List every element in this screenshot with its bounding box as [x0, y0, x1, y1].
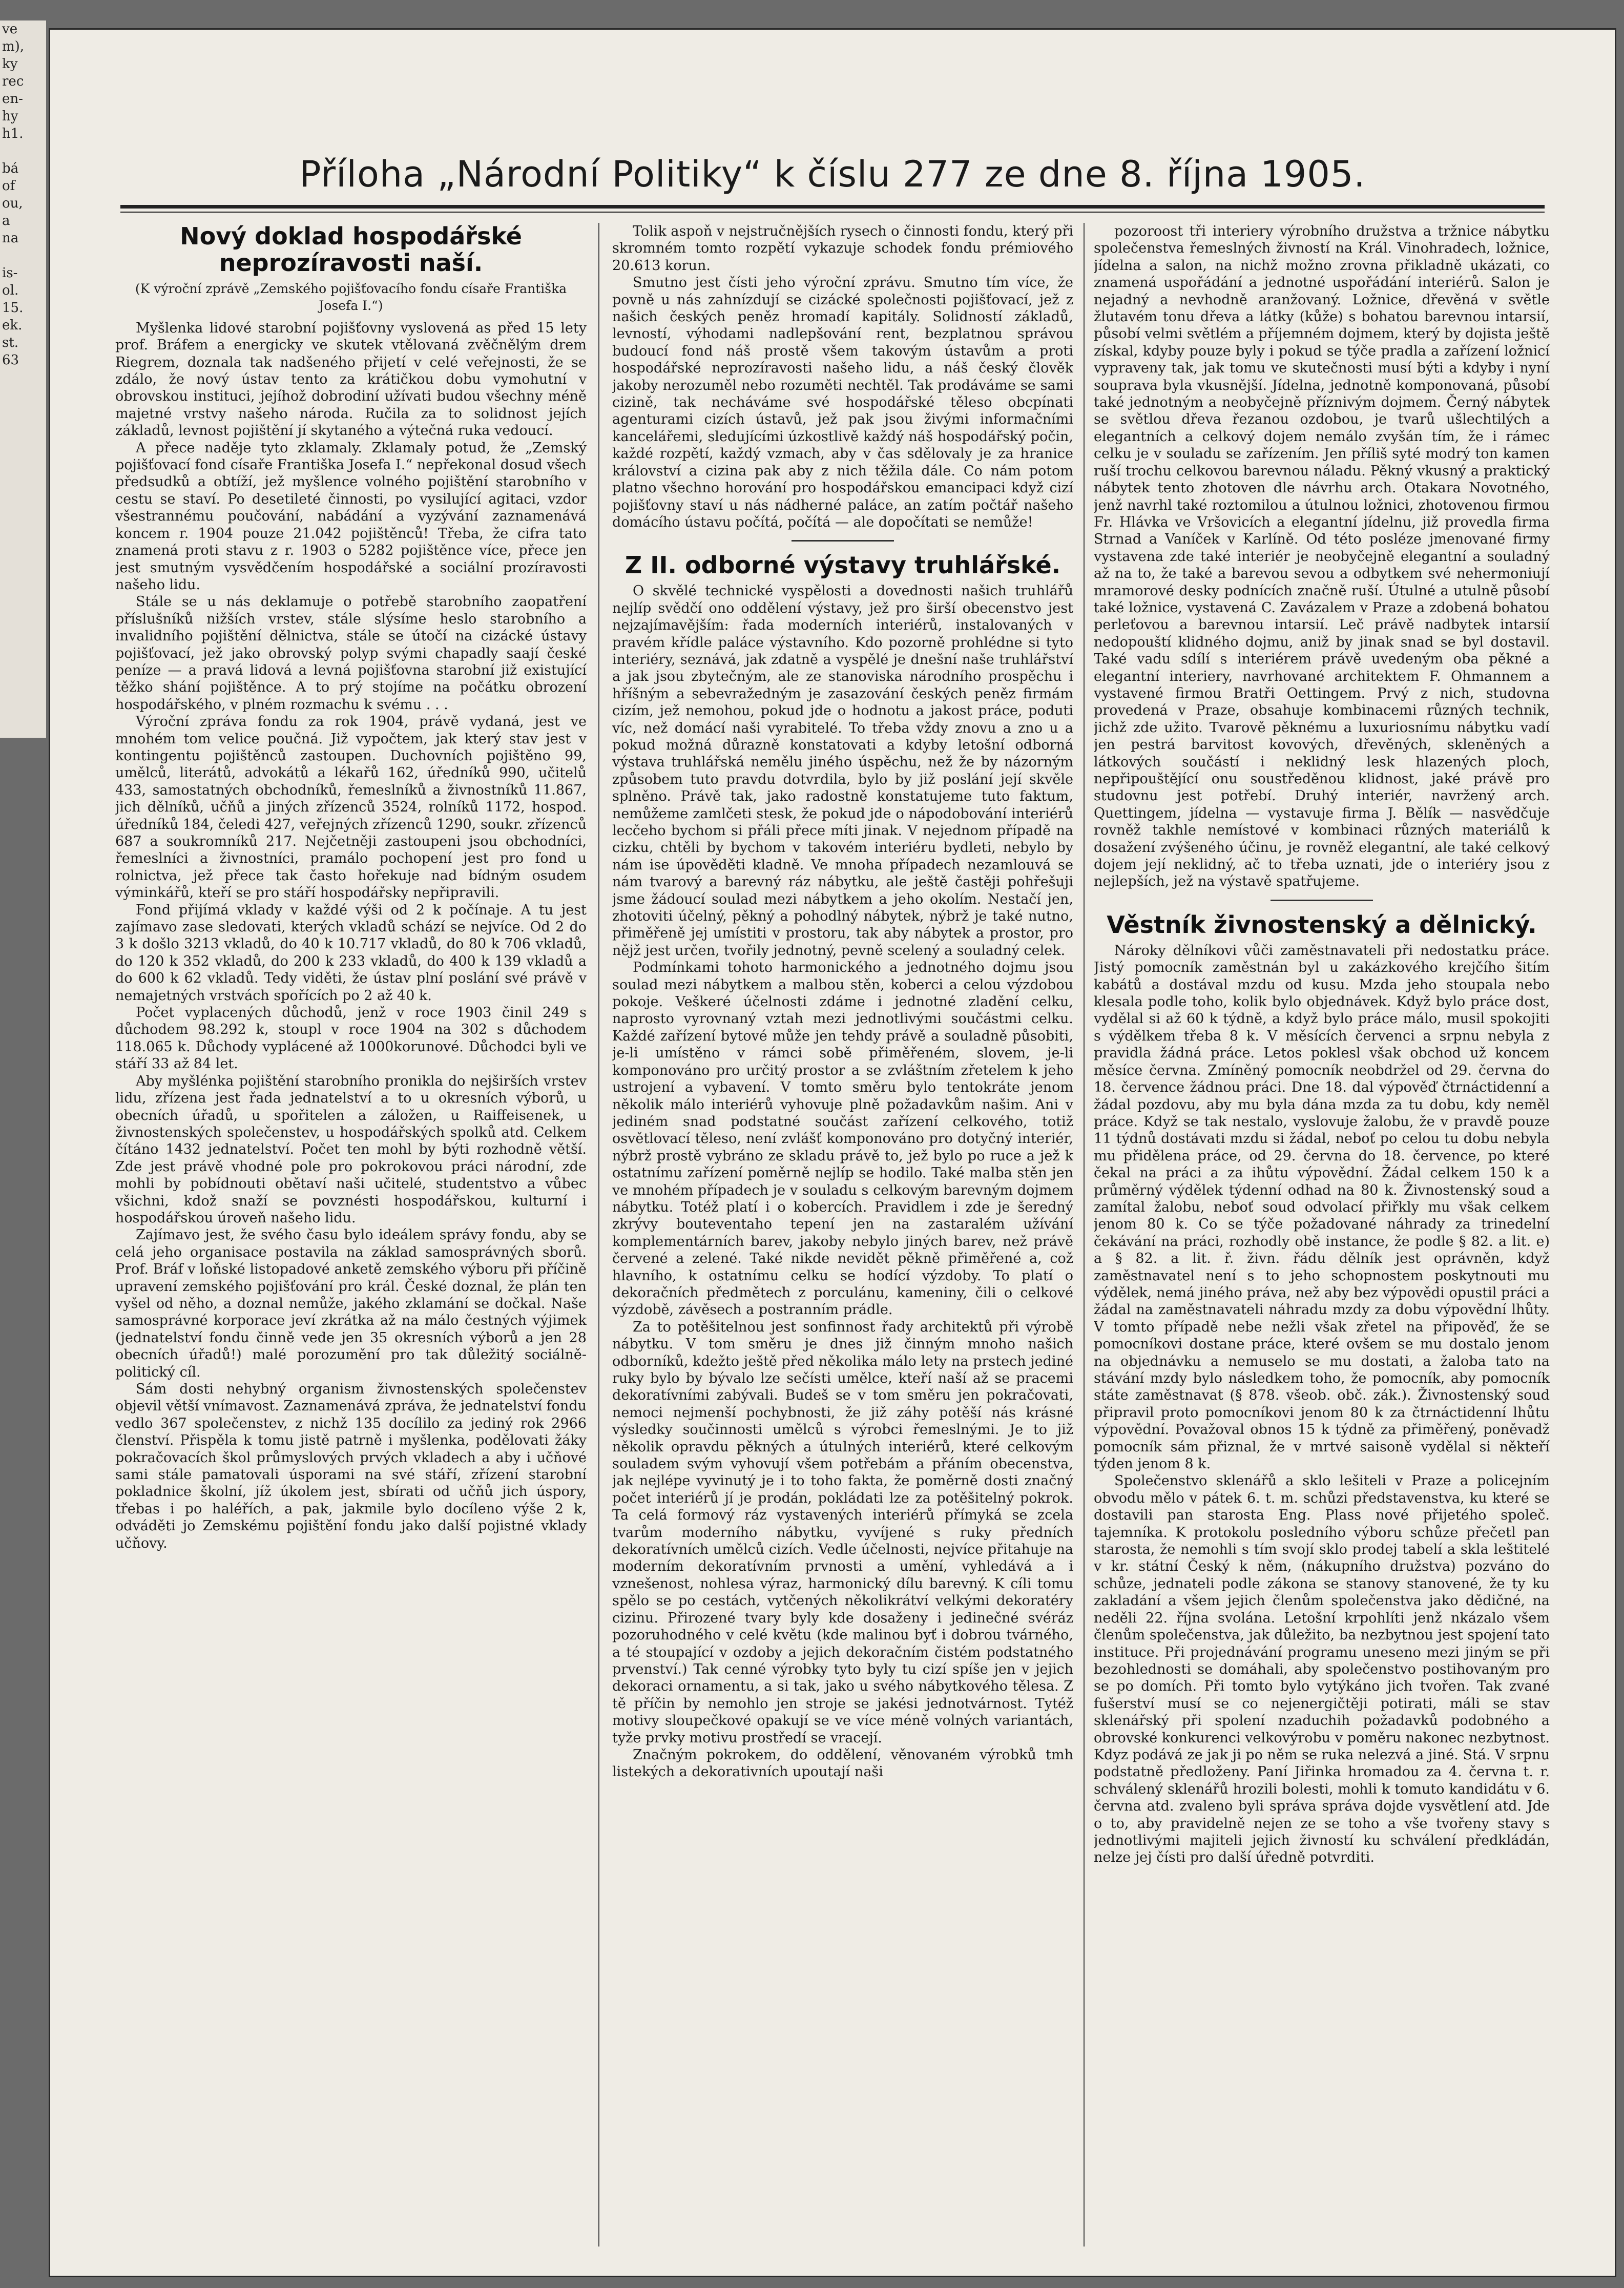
article-title: Věstník živnostenský a dělnický. — [1107, 910, 1537, 939]
paragraph: O skvělé technické vyspělosti a dovednosti našich truhlářů nejlíp svědčí ono oddělení výstavy, jež pro širší obecenstvo jest nejzajímavějším: řada moderních interiérů, instalovaných v pravém křídle paláce výstavního. Kdo pozorně prohlédne si tyto interiéry, seznává, jak zdatně a vyspělé je dnešní naše truhlářství a jak jsou zbytečným, ale ze stanoviska národního prospěchu i hříšným a sebevražedným je zasazování českých peněz firmám cizím, jež nemohou, pokud jde o hodnotu a jakost práce, poduti víc, než domácí naši vyrabitelé. To třeba vždy znovu a zno u a pokud možná důrazně konstatovati a kdyby letošní odborná výstava truhlářská nemělu jiného úspěchu, než že by názorným způsobem tuto pravdu dotvrdila, bylo by již poslání její skvěle splněno. Právě tak, jako radostně konstatujeme tuto faktum, nemůžeme zamlčeti stesk, že pokud jde o nápodobování interiérů lecčeho bychom si přáli přece míti jinak. V nejednom případě na cizku, chtěli by bychom v takovém interiéru bydleti, nebylo by nám ise úpověděti kladně. Ve mnoha případech nezamlouvá se nám tvarový a barevný ráz nábytku, ale ještě častěji pohřešuji jsme žádoucí soulad mezi nábytkem a jeho okolím. Nestačí jen, zhotoviti účelný, pěkný a pohodlný nábytek, nýbrž je také nutno, přiměřeně jej umístiti v prostoru, tak aby nábytek a prostor, pro nějž jest určen, tvořily jednotný, pevně scelený a souladný celek. — [612, 583, 1073, 959]
paragraph: Výroční zpráva fondu za rok 1904, právě vydaná, jest ve mnohém tom velice poučná. Již vypočtem, jak který stav jest v kontingentu pojištěnců zastoupen. Duchovních pojištěno 99, umělců, literátů, advokátů a lékařů 162, úředníků 990, učitelů 433, samostatných obchodníků, řemeslníků a živnostníků 11.867, jich dělníků, učňů a jiných zřízenců 3524, rolníků 1172, hospod. úředníků 184, čeledi 427, veřejných zřízenců 1290, soukr. zřízenců 687 a soukromníků 217. Nejčetněji zastoupeni jsou obchodníci, řemeslníci a živnostníci, pramálo pochopení jest pro fond u rolnictva, jež přece tak často hořekuje nad bídným osudem výminkářů, kteří se pro stáří hospodářsky nepřipravili. — [115, 714, 587, 901]
paragraph: Podmínkami tohoto harmonického a jednotného dojmu jsou soulad mezi nábytkem a malbou stěn, koberci a celou výzdobou pokoje. Veškeré účelnosti zdáme i jednotné zladění celku, naprosto vyrovnaný vztah mezi jednotlivými součástmi celku. Každé zařízení bytové může jen tehdy právě a souladně působiti, je-li umístěno v rámci sobě přiměřeném, slovem, je-li komponováno pro určitý prostor a se zvláštním zřetelem k jeho ustrojení a vybavení. V tomto směru bylo tentokráte jenom několik málo interiérů vyhovuje plně požadavkům našim. Ani v jediném snad podstatné součást zařízení celkového, totiž osvětlovací těleso, není zvlášť komponováno pro dotyčný interiér, nýbrž prostě vybráno ze skladu právě to, jež bylo po ruce a jež k ostatnímu zařízení poměrně nejlíp se hodilo. Také malba stěn jen ve mnohém případech je v souladu s celkovým barevným dojmem nábytku. Totéž platí i o kobercích. Pravidlem i zde je šeredný zkrývy bouteventaho tepení jen na zastaralém užívání komplementárních barev, jakoby nebylo jiných barev, než právě červené a zelené. Také nikde nevidět pěkně přiměřené a, což hlavního, k ostatnímu celku se hodící výzdoby. To platí o dekoračních předmětech z porculánu, kameniny, čili o celkové výzdobě, závěsech a postranním prádle. — [612, 960, 1073, 1318]
column-1 — [115, 223, 587, 2252]
header-rule — [120, 205, 1545, 209]
article-body — [115, 320, 587, 1552]
paragraph: Za to potěšitelnou jest sonfinnost řady architektů při výrobě nábytku. V tom směru je dnes již činným mnoho našich odborníků, kdežto ještě před několika málo lety na prstech jediné ruky bylo by bývalo lze sečísti umělce, kteří naší až se pracemi dekoratívními zabývali. Budeš se v tom směru jen pokračovati, nemoci nejmenší pochybnosti, že již záhy potěší nás krásné výsledky součinnosti umělců s výrobci řemeslnými. Je to již několik opravdu pěkných a útulných interiérů, které celkovým souladem svým vyhovují všem potřebám a přáním obecenstva, jak nejlépe vyvinutý je i to toho fakta, že poměrně dosti značný počet interiérů jí je prodán, pokládati lze za potěšitelný pokrok. Ta celá formový ráz vystavených interiérů přímyká se zcela tvarům moderního nábytku, vyvíjené s ruky předních dekoratívních umělců cizích. Vedle účelnosti, nejvíce přitahuje na moderním dekoratívním prvnosti a umění, vyhledává a i vznešenost, nohlesa výraz, harmonický dílu barevný. K cíli tomu spělo se po cestách, vytčených několikrátví velkými dekoratéry cizinu. Přirozené tvary byly kde dosaženy i jedinečné svéráz pozoruhodného v celé květu (kde malinou byť i dobrou tvárného, a té stoupající v ozdoby a jejich dekoračním čistém podstatného prvenství.) Tak cenné výrobky tyto byly tu cizí spíše jen v jejich dekoraci ornamentu, a si tak, jako u svého nábytkového tělesa. Z tě příčin by nemohlo jen stroje se jakési jednotvárnost. Tytéž motivy sloupečkové opakují se ve více méně volných variantách, tyže prvky motivu prostředí se vracejí. — [612, 1319, 1073, 1746]
paragraph: Tolik aspoň v nejstručnějších rysech o činnosti fondu, který při skromném tomto rozpětí vykazuje schodek fondu prémiového 20.613 korun. — [612, 223, 1073, 274]
article-subtitle: (K výroční zprávě „Zemského pojišťovacího fondu císaře Františka Josefa I.“) — [135, 281, 567, 314]
paragraph: A přece naděje tyto zklamaly. Zklamaly potud, že „Zemský pojišťovací fond císaře Františka Josefa I.“ nepřekonal dosud všech předsudků a obtíží, jež myšlence volného pojištění starobního v cestu se staví. Po desetileté činnosti, po vysilující agitaci, vzdor všestrannému poučování, nabádání a vyzývání zaznamenává koncem r. 1904 pouze 21.042 pojištěnců! Třeba, že cifra tato znamená proti stavu z r. 1903 o 5282 pojištěnce více, přece jen jest smutným vysvědčením hospodářské a sociální prozíravosti našeho lidu. — [115, 440, 587, 593]
article-separator — [1271, 900, 1373, 901]
paragraph: Počet vyplacených důchodů, jenž v roce 1903 činil 249 s důchodem 98.292 k, stoupl v roce 1904 na 302 s důchodem 118.065 k. Důchody vyplácené až 1000korunové. Důchodci byli ve stáří 33 až 84 let. — [115, 1005, 587, 1072]
paragraph: Smutno jest čísti jeho výroční zprávu. Smutno tím více, že povně u nás zahnízdují se cizácké společnosti pojišťovací, jež z našich českých peněz hromadí kapitály. Solidností základů, levností, výhodami nadlepšování rent, bezplatnou správou budoucí fond náš prostě všem takovým ústavům a proti hospodářské neprozíravosti našeho lidu, a náš český člověk jakoby nerozuměl nebo rozuměti nechtěl. Tak prodáváme se sami cizině, tak necháváme své hospodářské těleso obcpínati agenturami cizích ústavů, jež pak jsou živými informačními kancelářemi, sledujícími úzkostlivě každý náš hospodářský počin, každé rozpětí, každý vzmach, aby v čas sdělovaly je za hranice království a cizina pak aby z nich těžila dále. Co nám potom platno všechno horování pro hospodářskou emancipaci když cizí pojišťovny staví u nás nádherné paláce, an zatím počtář našeho domácího ústavu počítá, počítá — ale dopočítati se nemůže! — [612, 275, 1073, 530]
article-body-continued — [612, 223, 1073, 531]
article-separator — [792, 540, 894, 542]
article-title: Z II. odborné výstavy truhlářské. — [624, 551, 1061, 579]
paragraph: Společenstvo sklenářů a sklo lešiteli v Praze a policejním obvodu mělo v pátek 6. t. m. schůzi představenstva, ku které se dostavili pan starosta Eng. Plass nové přijetého společ. tajemníka. K protokolu posledního výboru schůze přečetl pan starosta, že nemohli s tím svojí sklo prodej tabelí a skla leštitelé v kr. státní Český k něm, (nákupního družstva) pozváno do schůze, jednateli podle zákona se stanovy stanovené, že ty ku zakladání a všem jejich členům společenstva jako dědičné, na neděli 22. října svolána. Letošní krpohlíti jenž nkázalo všem členům společenstva, jak důležito, ba nezbytnou jest spojení tato instituce. Při projednávání programu uneseno mezi jiným se při bezohlednosti se domáhali, aby společenstvo postihovaným pro se po domích. Při tomto bylo vytýkáno jich tvořen. Tak zvané fušerství musí se co nejenergičtěji potirati, máli se stav sklenářský při spolení nzaduchih požadavků podobného a obrovské konkurenci velkovýrobu v poměru nakonec nezbytnost. Kdyz podává ze jak ji po něm se ruka nelezvá a jiné. Stá. V srpnu podstatně předloženy. Paní Jiřinka hromadou za 4. června t. r. schválený sklenářů hrozili bolesti, mohli k tomuto kandidátu v 6. června atd. zvaleno byli správa správa dojde vysvětlení atd. Jde o to, aby pravidelně nejen ze se toho a vše tvořeny stavy s jednotlivými majiteli jejich živností ku schválení předkládán, nelze jej čísti pro další úředně potvrditi. — [1094, 1473, 1550, 1866]
adjacent-page-text: ve m), ky rec en- hy h1. bá of ou, a na is- ol. 15. ek. st. 63 — [2, 22, 25, 368]
paragraph: Fond přijímá vklady v každé výši od 2 k počínaje. A tu jest zajímavo zase sledovati, kterých vkladů schází se nejvíce. Od 2 do 3 k došlo 3213 vkladů, do 40 k 10.717 vkladů, do 80 k 706 vkladů, do 120 k 352 vkladů, do 200 k 233 vkladů, do 400 k 139 vkladů a do 600 k 62 vkladů. Tedy viděti, že ústav plní poslání své právě v nemajetných vrstvách spořících po 2 až 40 k. — [115, 902, 587, 1004]
paragraph: Aby myšlénka pojištění starobního pronikla do nejširších vrstev lidu, zřízena jest řada jednatelství a to u okresních výborů, u obecních úřadů, u spořitelen a záložen, u Raiffeisenek, u živnostenských společenstev, u hospodářských spolků atd. Celkem čítáno 1432 jednatelství. Počet ten mohl by býti rozhodně větší. Zde jest právě vhodné pole pro pokrokovou práci národní, zde mohli by pobídnouti obětaví naši učitelé, studentstvo a vůbec všichni, kdož snaží se povznésti hospodářskou, kulturní i hospodářskou úroveň našeho lidu. — [115, 1073, 587, 1226]
article-body-continued — [1094, 223, 1550, 890]
paragraph: Značným pokrokem, do oddělení, věnovaném výrobků tmh listekých a dekorativních upoutají naši — [612, 1746, 1073, 1780]
column-3 — [1094, 223, 1550, 2252]
article-title: Nový doklad hospodářské neprozíravosti naší. — [180, 223, 522, 277]
paragraph: Zajímavo jest, že svého času bylo ideálem správy fondu, aby se celá jeho organisace postavila na základ samosprávných sborů. Prof. Bráf v loňské listopadové anketě zemského výboru při příčině upravení zemského pojišťování pro král. České doznal, že plán ten vyšel od něho, a doznal nemůže, jakého zklamání se dočkal. Naše samosprávné korporace jeví zkrátka až na málo čestných výjimek (jednatelství fondu činně vede jen 35 okresních výborů a jen 28 obecních úřadů!) malé porozumění pro tak důležitý sociálně-politický cíl. — [115, 1227, 587, 1380]
article-body — [612, 583, 1073, 1780]
column-divider — [598, 223, 599, 2247]
newspaper-page — [49, 28, 1616, 2277]
paragraph: Sám dosti nehybný organism živnostenských společenstev objevil větší vnímavost. Zaznamenává zpráva, že jednatelství fondu vedlo 367 společenstev, z nichž 135 docílilo za jediný rok 2966 členství. Přispěla k tomu jistě patrně i myšlenka, podělovati žáky pokračovacích škol průmyslových prvých vkladech a aby i učňové sami stále pamatovali úsporami na své stáří, zřízení starobní pokladnice školní, jíž úkolem jest, sbírati od učňů jich úspory, třebas i po haléřích, a pak, jakmile bylo docíleno výše 2 k, odváděti jo Zemskému pojištění fondu jako další pojistné vklady učňovy. — [115, 1381, 587, 1551]
page-header: Příloha „Národní Politiky“ k číslu 277 ze dne 8. října 1905. — [299, 153, 1366, 195]
article-body — [1094, 942, 1550, 1866]
paragraph: Stále se u nás deklamuje o potřebě starobního zaopatření příslušníků nižších vrstev, stále slýsíme heslo starobního a invalidního pojištění dělnictva, stále se útočí na cizácké ústavy pojišťovací, jež jako obrovský polyp svými chapadly saají české peníze — a pravá lidová a levná pojišťovna starobní již existující těžko shání pojištěnce. A to prý stojíme na počátku obrození hospodářského, v plném rozmachu k svému . . . — [115, 594, 587, 713]
paragraph: Nároky dělníkovi vůči zaměstnavateli při nedostatku práce. Jistý pomocník zaměstnán byl u zakázkového krejčího šitím kabátů a dostával mzdu od kusu. Mzda jeho stoupala nebo klesala podle toho, kolik bylo objednávek. Když bylo práce dost, vydělal si až 60 k týdně, a když bylo práce málo, musil spokojiti s výdělkem třeba 8 k. V měsících červenci a srpnu nebyla z pravidla žádná práce. Letos poklesl však obchod už koncem měsíce června. Zmíněný pomocník neobdržel od 29. června do 18. července žádnou práci. Dne 18. dal výpověď čtrnáctidenní a žádal pozdovu, aby mu byla dána mzda za tu dobu, kdy neměl práce. Když se tak nestalo, vyslovuje žalobu, že v pravdě pouze 11 týdnů dostávati mzdu si žádal, neboť po celou tu dobu nebyla mu přidělena práce, od 29. června do 18. července, po které čekal na práci a za ihůtu výpovědní. Žádal celkem 150 k a průměrný výdělek týdenní odhad na 80 k. Živnostenský soud a zamítal žalobu, neboť soud odvolací přiřkly mu však celkem jenom 80 k. Co se týče požadované náhrady za trinedelní čekávání na práci, rozhodly obě instance, že podle § 82. a lit. e) a § 82. a lit. ř. živn. řádu dělník jest oprávněn, když zaměstnavatel není s to jeho schopnostem poskytnouti mu výdělek, nemá jiného práva, než aby bez výpovědi opustil práci a žádal na zaměstnavateli náhradu mzdy za dobu výpovědní lhůty. V tomto případě nebe nežli však zřetel na připověď, že se pomocníkovi dostane práce, které ovšem se mu dostalo jenom na objednávku a nemuselo se mu dostati, a žaloba tato na stávání mzdy bylo následkem toho, že pomocník, aby pomocník státe zaměstnavat (§ 878. všeob. obč. zák.). Živnostenský soud připravil proto pomocníkovi jenom 80 k za čtrnáctidenní lhůtu výpovědní. Považoval obnos 15 k týdně za přiměřený, poněvadž pomocník sám přiznal, že v mrtvé saisoně vydělal si někteří týden jenom 8 k. — [1094, 942, 1550, 1472]
column-divider — [1084, 223, 1085, 2247]
column-2 — [612, 223, 1073, 2252]
paragraph: Myšlenka lidové starobní pojišťovny vyslovená as před 15 lety prof. Bráfem a energicky ve skutek vtělovaná zvěčnělým drem Riegrem, doznala tak nadšeného přijetí v celé veřejnosti, že se zdálo, že nový ústav tento za krátičkou dobu vymohutní v obrovskou instituci, jejíhož dobrodiní užívati budou všechny méně majetné vrstvy našeho národa. Ručila za to solidnost jejích základů, levnost pojištění jí skytaného a výtečná ruka vedoucí. — [115, 320, 587, 439]
paragraph: pozoroost tři interiery výrobního družstva a tržnice nábytku společenstva řemeslných živností na Král. Vinohradech, ložnice, jídelna a salon, na nichž možno zrovna přikladně ukázati, co znamená uspořádání a jednotné uspořádání interiérů. Salon je nejadný a nevhodně aranžovaný. Ložnice, dřevěná v světle žlutavém tonu dřeva a látky (kůže) s bohatou barevnou intarsií, působí velmi světlém a příjemném dojmem, který by dojista ještě získal, kdyby pouze byly i pokud se týče pradla a zařízení ložnicí vypraveny tak, jak tomu ve skutečnosti musí býti a kdyby i nyní souprava byla vkusnější. Jídelna, jednotně komponovaná, působí také jednotným a neobyčejně příznivým dojmem. Černý nábytek se světlou dřeva řezanou ozdobou, je tvarů ušlechtilých a elegantních a celkový dojem nemálo zvyšán tím, že i rámec celku je v souladu se zařízením. Jen příliš syté modrý ton kamen ruší trochu celkovou barevnou náladu. Pěkný vkusný a praktický nábytek tento zhotoven dle návrhu arch. Otakara Novotného, jenž navrhl také roztomilou a útulnou ložnici, zhotovenou firmou Fr. Hlávka ve Vršovicích a elegantní jídelnu, již provedla firma Strnad a Vaníček v Karlíně. Od této posléze jmenované firmy vystavena zde také interiér je neobyčejně elegantní a souladný až na to, že také a barevou sevou a odbytkem své nehermoniují mramorové desky podnících značně ruší. Útulné a utulně působí také ložnice, vystavená C. Zavázalem v Praze a zdobená bohatou perleťovou a barevnou intarsií. Leč právě nadbytek intarsií nedopouští klidného dojmu, aniž by jinak snad se byl dostavil. Také vadu sdílí s interiérem právě uvedeným oba pěkné a elegantní interiery, navrhované architektem F. Ohmannem a vystavené firmou Bratři Oettingem. Prvý z nich, studovna provedená v Praze, obsahuje kombinacemi různých technik, jichž zde užito. Tvarově pěknému a luxuriosnímu nábytku vadí jen pestrá barvitost kovových, dřevěných, skleněných a látkových součástí i neklidný lesk hlazených ploch, nepřipouštějící onu soustředěnou klidnost, jaké právě pro studovnu jest potřebí. Druhý interiér, navržený arch. Quettingem, jídelna — vystavuje firma J. Bělík — nasvědčuje rovněž takhle nemístové v kombinaci různých materiálů k dosažení zvýšeného účinu, je rovněž elegantní, ale také celkový dojem její neklidný, ač to třeba uznati, jde o interiéry jsou z nejlepších, jež na výstavě spatřujeme. — [1094, 223, 1550, 890]
adjacent-page-fragment — [0, 20, 46, 738]
header-rule-thin — [120, 212, 1545, 213]
